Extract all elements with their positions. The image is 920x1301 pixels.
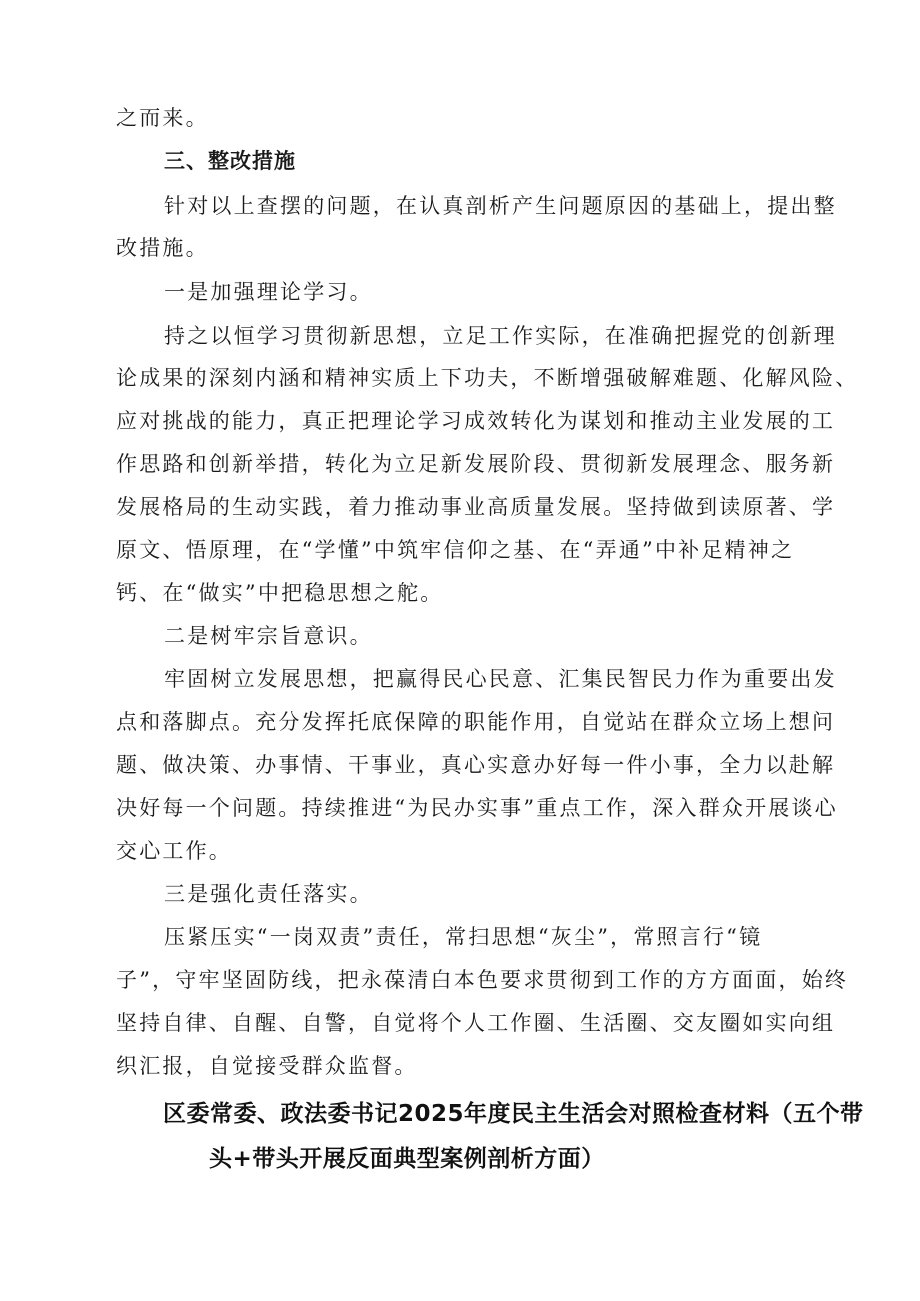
intro-line: 改措施。	[116, 236, 209, 260]
paragraph-line: 牢固树立发展思想，把赢得民心民意、汇集民智民力作为重要出发	[164, 667, 837, 691]
paragraph-line: 作思路和创新举措，转化为立足新发展阶段、贯彻新发展理念、服务新	[116, 452, 836, 476]
paragraph-line: 题、做决策、办事情、干事业，真心实意办好每一件小事，全力以赴解	[116, 753, 836, 777]
paragraph-line: 论成果的深刻内涵和精神实质上下功夫，不断增强破解难题、化解风险、	[116, 366, 859, 390]
measure-heading: 一是加强理论学习。	[164, 280, 373, 304]
paragraph-line: 交心工作。	[116, 839, 232, 863]
section-heading: 三、整改措施	[164, 149, 296, 173]
paragraph-line: 钙、在“做实”中把稳思想之舵。	[116, 581, 444, 605]
paragraph-line: 压紧压实“一岗双责”责任，常扫思想“灰尘”，常照言行“镜	[164, 925, 763, 949]
next-document-title: 区委常委、政法委书记2025年度民主生活会对照检查材料（五个带	[163, 1101, 864, 1127]
paragraph-line: 原文、悟原理，在“学懂”中筑牢信仰之基、在“弄通”中补足精神之	[116, 538, 795, 562]
paragraph-line: 持之以恒学习贯彻新思想，立足工作实际，在准确把握党的创新理	[164, 324, 837, 348]
paragraph-line: 应对挑战的能力，真正把理论学习成效转化为谋划和推动主业发展的工	[116, 409, 836, 433]
measure-heading: 二是树牢宗旨意识。	[164, 624, 373, 648]
continuation-text: 之而来。	[116, 106, 209, 130]
intro-line: 针对以上查摆的问题，在认真剖析产生问题原因的基础上，提出整	[164, 194, 837, 218]
measure-heading: 三是强化责任落实。	[164, 882, 373, 906]
paragraph-line: 子”，守牢坚固防线，把永葆清白本色要求贯彻到工作的方方面面，始终	[116, 968, 849, 992]
paragraph-line: 织汇报，自觉接受群众监督。	[116, 1054, 418, 1078]
paragraph-line: 决好每一个问题。持续推进“为民办实事”重点工作，深入群众开展谈心	[116, 796, 838, 820]
paragraph-line: 点和落脚点。充分发挥托底保障的职能作用，自觉站在群众立场上想问	[116, 710, 836, 734]
paragraph-line: 坚持自律、自醒、自警，自觉将个人工作圈、生活圈、交友圈如实向组	[116, 1011, 836, 1035]
next-document-title: 头+带头开展反面典型案例剖析方面）	[209, 1146, 605, 1172]
paragraph-line: 发展格局的生动实践，着力推动事业高质量发展。坚持做到读原著、学	[116, 495, 836, 519]
